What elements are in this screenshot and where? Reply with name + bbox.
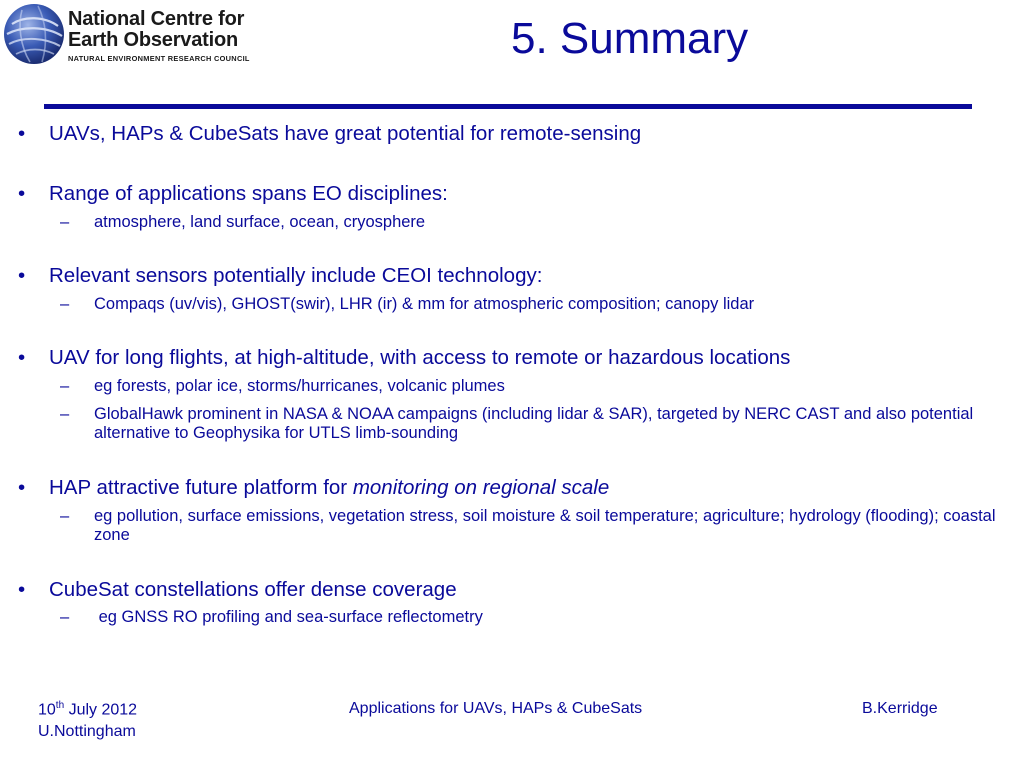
slide-title: 5. Summary <box>511 14 749 63</box>
bullet-marker: • <box>18 476 26 499</box>
bullet-marker: • <box>18 264 26 287</box>
dash-marker: – <box>60 405 70 423</box>
globe-icon <box>2 2 66 66</box>
bullet-text-prefix: HAP attractive future platform for <box>49 476 353 499</box>
bullet-text: Range of applications spans EO disciplines: <box>49 182 448 205</box>
title-underline <box>44 104 972 109</box>
footer-date <box>38 700 137 719</box>
sub-bullet-text: atmosphere, land surface, ocean, cryosphere <box>94 213 426 231</box>
bullet-marker: • <box>18 182 26 205</box>
bullet-marker: • <box>18 578 26 601</box>
bullet-text: UAV for long flights, at high-altitude, with access to remote or hazardous locations <box>49 346 791 369</box>
bullet-marker: • <box>18 122 26 145</box>
bullet-text: UAVs, HAPs & CubeSats have great potential for remote-sensing <box>49 122 642 145</box>
bullet-text: Relevant sensors potentially include CEOI technology: <box>49 264 543 287</box>
logo-title-line2: Earth Observation <box>68 29 238 51</box>
bullet-text-emphasis: monitoring on regional scale <box>352 476 610 499</box>
logo-title-line1: National Centre for <box>68 8 245 30</box>
footer-author: B.Kerridge <box>862 700 938 717</box>
bullet-text <box>49 476 609 500</box>
dash-marker: – <box>60 507 70 525</box>
sub-bullet-text: eg pollution, surface emissions, vegetation stress, soil moisture & soil temperature; agriculture; hydrology (flooding); coastal zone <box>94 507 996 544</box>
logo-subtitle: NATURAL ENVIRONMENT RESEARCH COUNCIL <box>68 54 250 63</box>
sub-bullet-text: GlobalHawk prominent in NASA & NOAA campaigns (including lidar & SAR), targeted by NERC CAST and also potential alternative to Geophysika for UTLS limb-sounding <box>94 405 974 442</box>
footer-date-suffix: th <box>55 700 65 711</box>
sub-bullet-text: eg GNSS RO profiling and sea-surface reflectometry <box>94 608 483 626</box>
bullet-text: CubeSat constellations offer dense coverage <box>49 578 457 601</box>
dash-marker: – <box>60 213 70 231</box>
footer-location: U.Nottingham <box>38 723 136 740</box>
footer-date-rest: July 2012 <box>64 701 138 719</box>
dash-marker: – <box>60 608 70 626</box>
nceo-logo <box>2 2 272 68</box>
sub-bullet-text: Compaqs (uv/vis), GHOST(swir), LHR (ir) & mm for atmospheric composition; canopy lidar <box>94 295 755 313</box>
dash-marker: – <box>60 377 70 395</box>
footer-center-title: Applications for UAVs, HAPs & CubeSats <box>349 700 643 717</box>
sub-bullet-text: eg forests, polar ice, storms/hurricanes, volcanic plumes <box>94 377 505 395</box>
footer-date-day: 10 <box>38 701 56 719</box>
bullet-marker: • <box>18 346 26 369</box>
dash-marker: – <box>60 295 70 313</box>
